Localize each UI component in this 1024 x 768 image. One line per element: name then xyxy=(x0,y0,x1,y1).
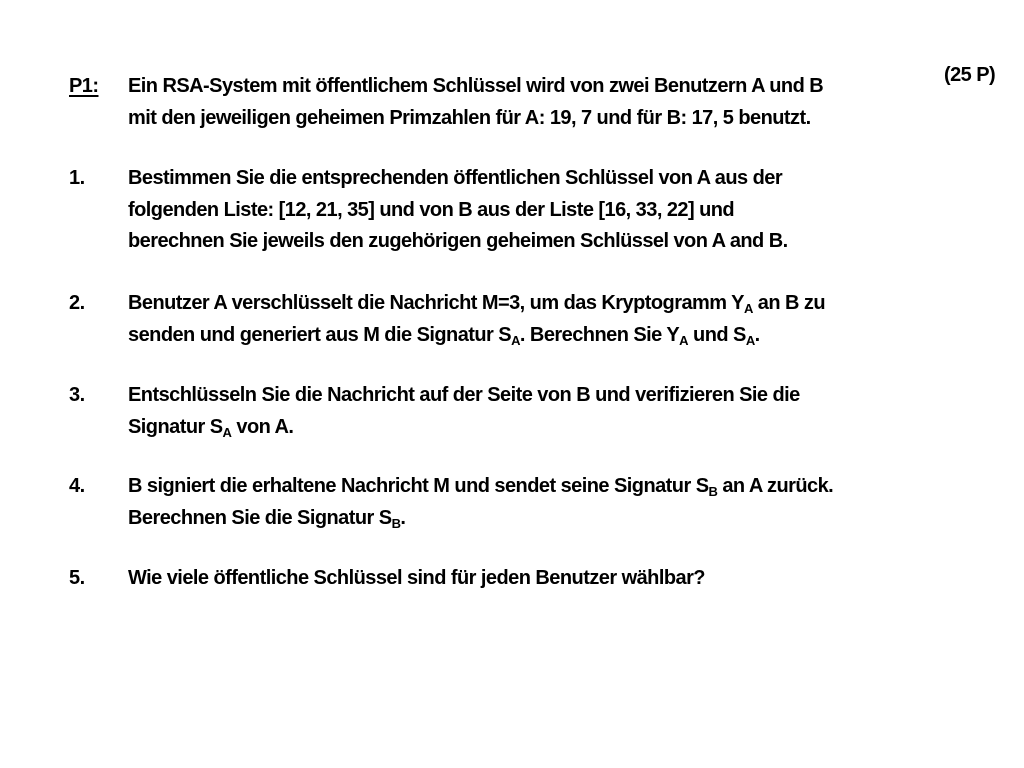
task-number: 3. xyxy=(69,384,85,406)
problem-line: Ein RSA-System mit öffentlichem Schlüssel wird von zwei Benutzern A und B xyxy=(128,75,824,97)
task-number: 5. xyxy=(69,567,85,589)
text-segment: Signatur S xyxy=(128,415,223,438)
problem-number: P1: xyxy=(69,75,99,97)
task-text xyxy=(128,380,949,443)
task-line: folgenden Liste: [12, 21, 35] und von B aus der Liste [16, 33, 22] und xyxy=(128,198,735,221)
task-text xyxy=(128,563,949,595)
task-line: Wie viele öffentliche Schlüssel sind für jeden Benutzer wählbar? xyxy=(128,567,705,589)
subscript: A xyxy=(679,332,689,348)
subscript: B xyxy=(391,515,401,531)
subscript: A xyxy=(743,301,753,316)
text-segment: an A zurück. xyxy=(717,475,834,497)
subscript: A xyxy=(222,424,232,440)
text-segment: an B zu xyxy=(752,292,826,314)
task-text xyxy=(128,471,949,534)
task-4 xyxy=(69,471,949,534)
task-line xyxy=(128,503,949,535)
task-3 xyxy=(69,380,949,443)
text-segment: . xyxy=(400,506,406,529)
task-line xyxy=(128,471,949,503)
task-number: 4. xyxy=(69,475,85,497)
task-line: Entschlüsseln Sie die Nachricht auf der Seite von B und verifizieren Sie die xyxy=(128,384,800,406)
task-number: 2. xyxy=(69,292,85,314)
task-line xyxy=(128,288,949,320)
text-segment: und S xyxy=(688,323,746,346)
task-text xyxy=(128,163,949,258)
text-segment: B signiert die erhaltene Nachricht M und sendet seine Signatur S xyxy=(128,475,709,497)
task-line xyxy=(128,320,949,352)
subscript: A xyxy=(745,332,755,348)
task-5 xyxy=(69,563,949,595)
text-segment: . xyxy=(754,323,760,346)
text-segment: . Berechnen Sie Y xyxy=(519,323,680,346)
task-1 xyxy=(69,163,949,258)
subscript: A xyxy=(511,332,520,348)
problem-statement xyxy=(69,71,949,134)
text-segment: senden und generiert aus M die Signatur S xyxy=(128,323,512,346)
task-2 xyxy=(69,288,949,351)
subscript: B xyxy=(708,484,718,499)
problem-line: mit den jeweiligen geheimen Primzahlen für A: 19, 7 und für B: 17, 5 benutzt. xyxy=(128,106,811,129)
task-line: Bestimmen Sie die entsprechenden öffentlichen Schlüssel von A aus der xyxy=(128,167,783,189)
task-line: berechnen Sie jeweils den zugehörigen geheimen Schlüssel von A and B. xyxy=(128,230,788,252)
text-segment: Benutzer A verschlüsselt die Nachricht M=3, um das Kryptogramm Y xyxy=(128,292,744,314)
task-text xyxy=(128,288,949,351)
points-label: (25 P) xyxy=(944,64,996,86)
text-segment: Berechnen Sie die Signatur S xyxy=(128,506,392,529)
task-line xyxy=(128,412,949,444)
task-number: 1. xyxy=(69,167,85,189)
problem-text xyxy=(128,71,949,134)
text-segment: von A. xyxy=(231,415,294,438)
